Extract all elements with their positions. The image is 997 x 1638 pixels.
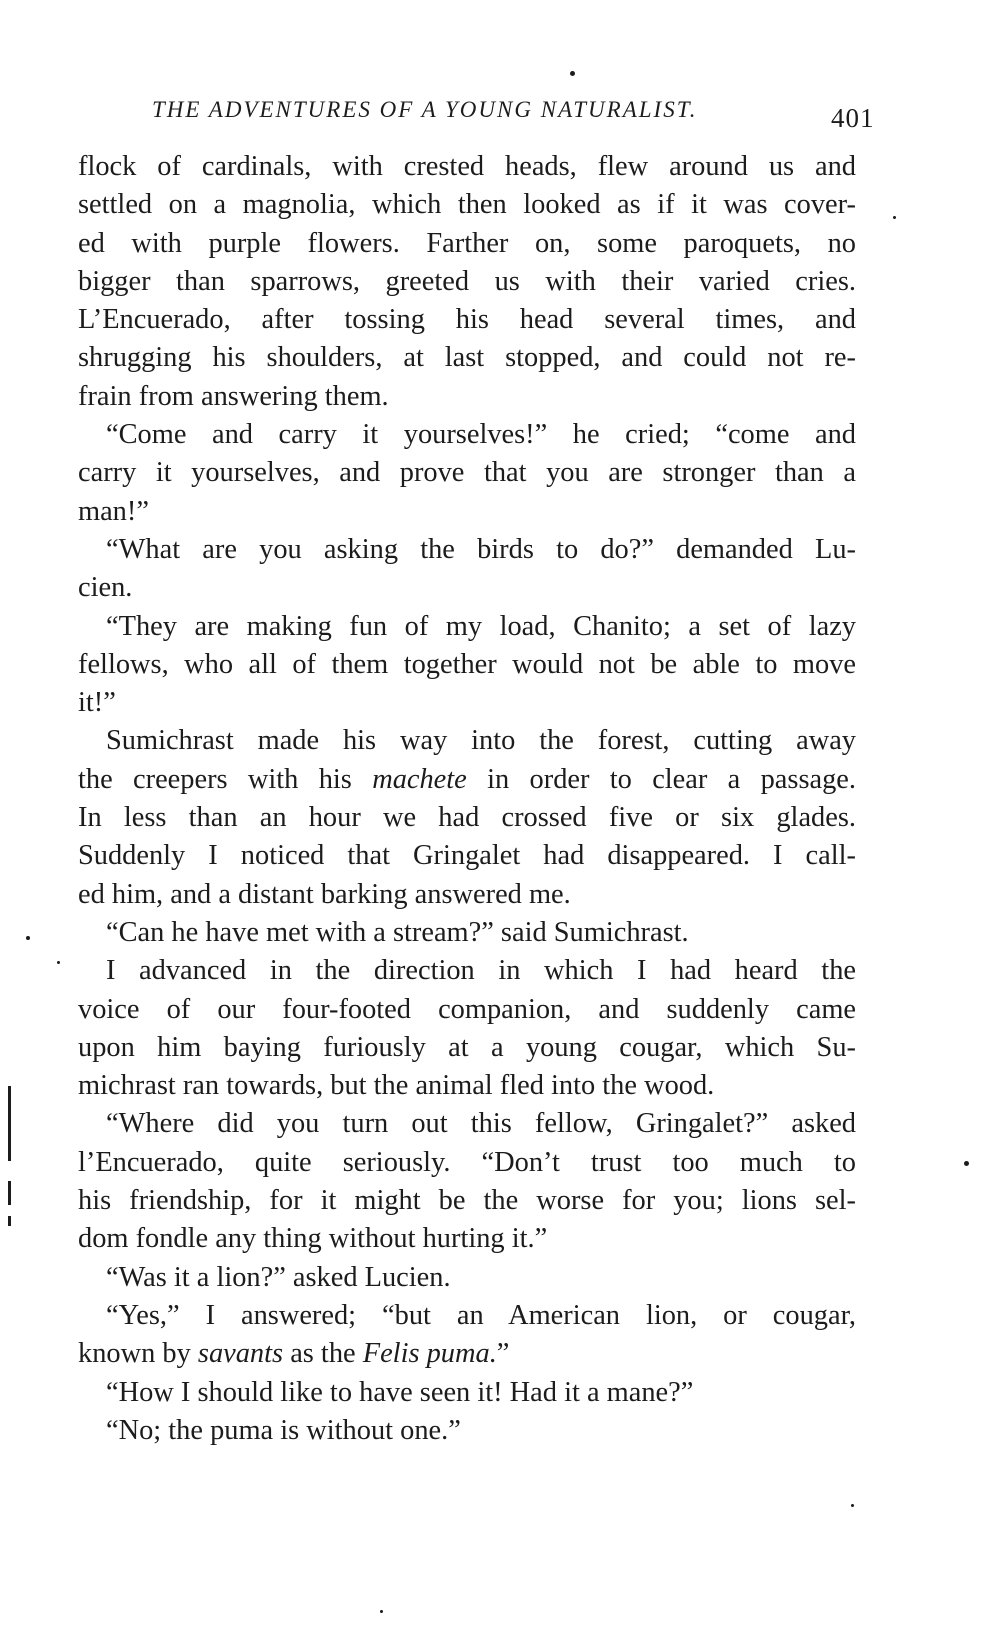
text-line: dom fondle any thing without hurting it.” — [78, 1223, 548, 1255]
running-title: THE ADVENTURES OF A YOUNG NATURALIST. — [152, 97, 698, 122]
text-line: l’Encuerado, quite seriously. “Don’t trust too much to — [78, 1146, 856, 1178]
text-line: frain from answering them. — [78, 380, 389, 412]
italic-word: machete — [372, 763, 467, 795]
scan-speck — [380, 1610, 383, 1613]
text-line — [78, 1335, 856, 1373]
text-line: man!” — [78, 495, 149, 527]
italic-phrase: Felis puma. — [362, 1338, 497, 1370]
text-line: carry it yourselves, and prove that you are stronger than a — [78, 457, 856, 489]
text-line: “Yes,” I answered; “but an American lion, or cougar, — [106, 1299, 856, 1331]
scan-speck — [893, 216, 896, 219]
text-line — [78, 761, 856, 799]
text-line: shrugging his shoulders, at last stopped, and could not re- — [78, 342, 856, 374]
text-line: “They are making fun of my load, Chanito; a set of lazy — [106, 610, 856, 642]
text-line: ed with purple flowers. Farther on, some paroquets, no — [78, 227, 856, 259]
margin-rule — [8, 1216, 11, 1226]
text-segment: in order to clear a passage. — [487, 763, 856, 795]
text-line: “Was it a lion?” asked Lucien. — [106, 1261, 451, 1293]
text-line: upon him baying furiously at a young cougar, which Su- — [78, 1031, 856, 1063]
scan-speck — [570, 71, 575, 76]
text-line: In less than an hour we had crossed five or six glades. — [78, 802, 856, 834]
text-line: “Can he have met with a stream?” said Sumichrast. — [106, 916, 689, 948]
body-text — [78, 148, 856, 1450]
text-line: “No; the puma is without one.” — [106, 1414, 461, 1446]
text-line: fellows, who all of them together would not be able to move — [78, 648, 856, 680]
scan-speck — [57, 961, 60, 964]
text-line: flock of cardinals, with crested heads, flew around us and — [78, 151, 856, 182]
text-segment: the creepers with his — [78, 763, 352, 795]
text-line: “What are you asking the birds to do?” demanded Lu- — [106, 533, 856, 565]
text-line: his friendship, for it might be the worse for you; lions sel- — [78, 1185, 856, 1217]
scan-speck — [26, 936, 30, 940]
margin-rule — [8, 1181, 11, 1205]
margin-rule — [8, 1086, 11, 1161]
text-line: I advanced in the direction in which I had heard the — [106, 955, 856, 987]
text-line: cien. — [78, 572, 133, 604]
text-line: bigger than sparrows, greeted us with their varied cries. — [78, 265, 856, 297]
text-segment: known by — [78, 1338, 191, 1370]
italic-word: savants — [197, 1338, 284, 1370]
scan-speck — [851, 1504, 854, 1507]
scan-speck — [964, 1161, 969, 1166]
text-line: michrast ran towards, but the animal fled into the wood. — [78, 1070, 715, 1102]
text-line: it!” — [78, 687, 116, 719]
text-segment: as the — [290, 1338, 356, 1370]
text-line: Sumichrast made his way into the forest, cutting away — [106, 725, 856, 757]
text-line: “Where did you turn out this fellow, Gringalet?” asked — [106, 1108, 856, 1140]
text-line: settled on a magnolia, which then looked as if it was cover- — [78, 189, 856, 221]
text-line: “How I should like to have seen it! Had it a mane?” — [106, 1376, 694, 1408]
text-line: Suddenly I noticed that Gringalet had disappeared. I call- — [78, 840, 856, 872]
page-number: 401 — [831, 103, 875, 133]
text-line: “Come and carry it yourselves!” he cried; “come and — [106, 419, 856, 451]
text-line: L’Encuerado, after tossing his head several times, and — [78, 304, 856, 336]
text-line: voice of our four-footed companion, and suddenly came — [78, 993, 856, 1025]
closing-quote: ” — [496, 1338, 510, 1370]
text-line: ed him, and a distant barking answered me. — [78, 878, 571, 910]
